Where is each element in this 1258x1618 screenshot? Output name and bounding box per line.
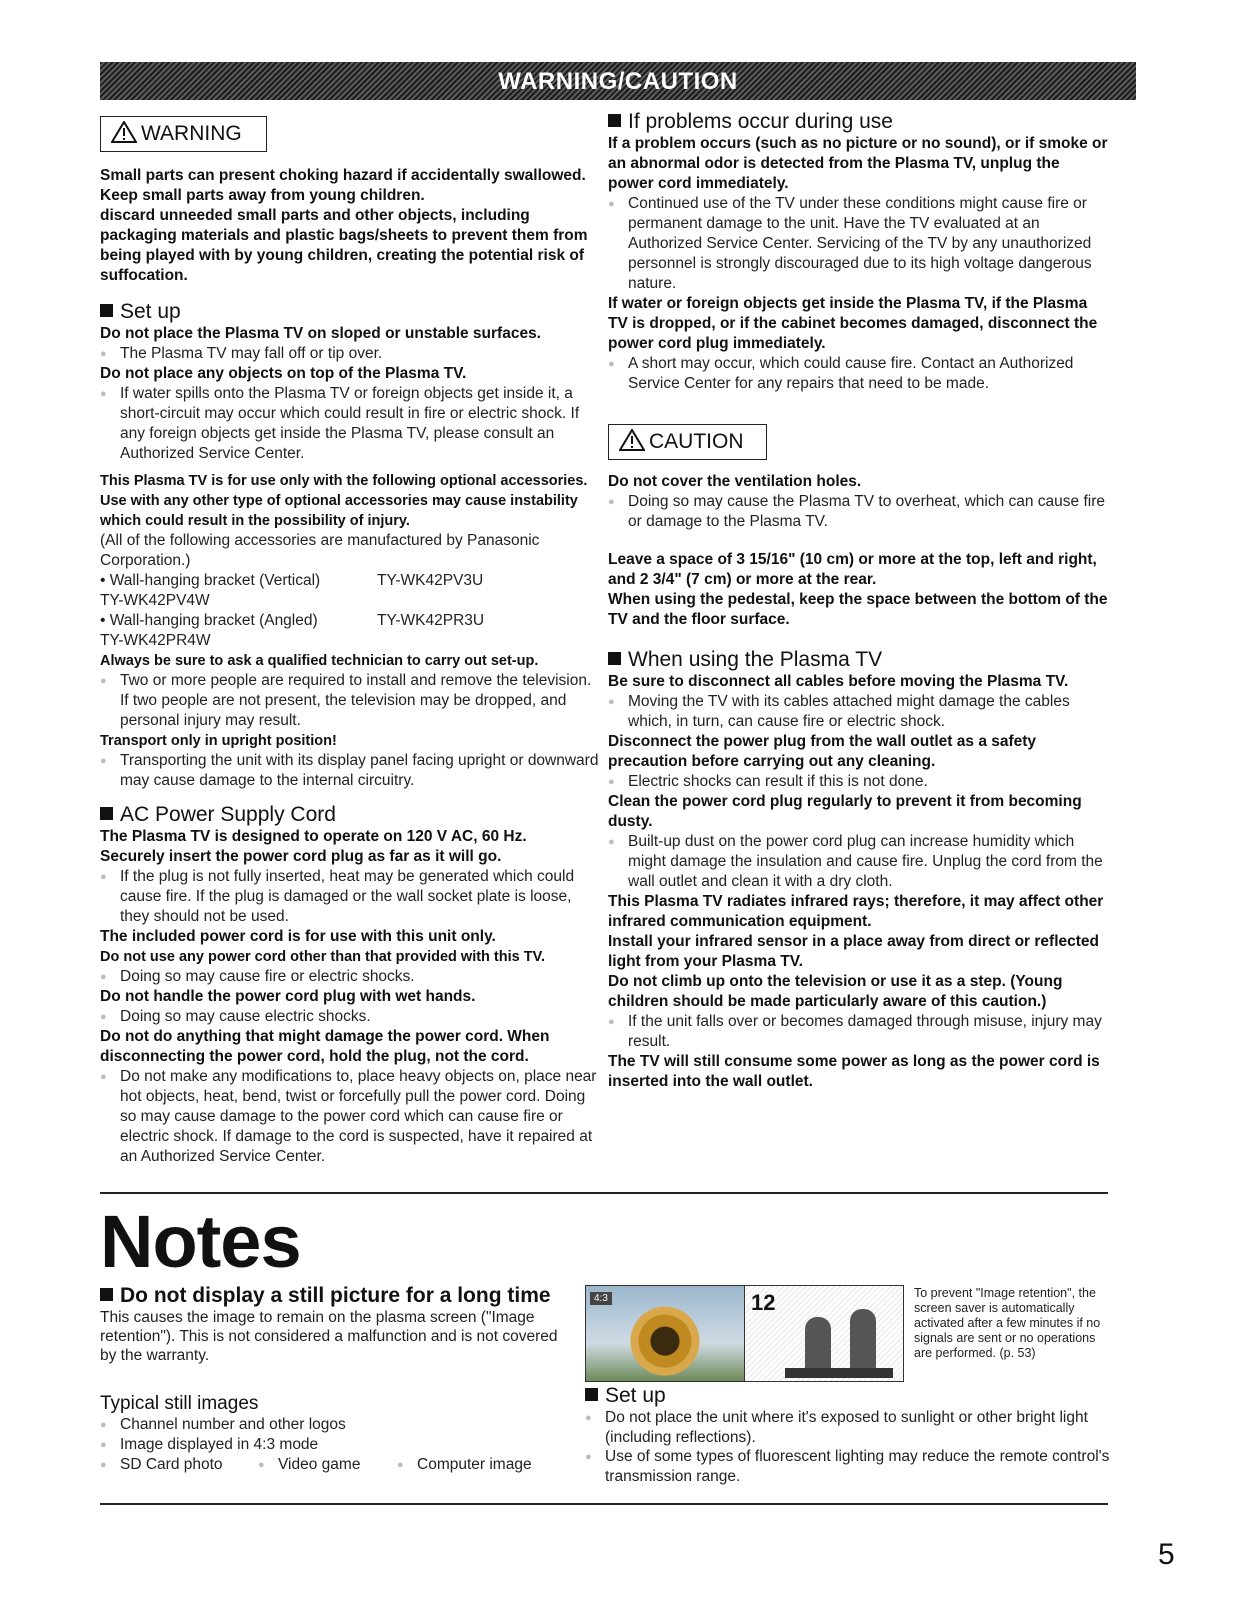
accessory-1 <box>100 571 600 591</box>
ac-bold-4: Do not use any power cord other than that provided with this TV. <box>100 949 545 965</box>
caution-box <box>608 424 767 460</box>
setup-text-2: ● If water spills onto the Plasma TV or foreign objects get inside it, a short-circuit may occur which could result in fire or electric shock. If any foreign objects get inside the Plasma TV, please consult an Authorized Service Center. <box>100 384 600 464</box>
choking-text-3: discard unneeded small parts and other objects, including packaging materials and plastic bags/sheets to prevent them from being played with by young children, creating the potential risk of suffocation. <box>100 207 588 284</box>
caution-text-1: ● Doing so may cause the Plasma TV to overheat, which can cause fire or damage to the Plasma TV. <box>608 492 1108 532</box>
typical-heading: Typical still images <box>100 1393 259 1414</box>
person-figure-left <box>805 1317 831 1375</box>
warning-label: WARNING <box>141 122 242 145</box>
caution-bold-1: Do not cover the ventilation holes. <box>608 473 862 490</box>
desk-shape <box>785 1368 893 1378</box>
setup-text-3: (All of the following accessories are manufactured by Panasonic Corporation.) <box>100 532 540 569</box>
notes-setup-heading: Set up <box>585 1384 1110 1408</box>
warning-box <box>100 116 267 152</box>
bullet-square-icon <box>585 1388 598 1401</box>
bullet-square-icon <box>100 1288 113 1301</box>
setup-text-5: ● Transporting the unit with its display panel facing upright or downward may cause damage to the internal circuitry. <box>100 751 600 791</box>
notes-title: Notes <box>100 1200 301 1283</box>
notes-setup-section <box>585 1384 1110 1486</box>
choking-text-1: Small parts can present choking hazard if accidentally swallowed. <box>100 167 586 184</box>
notes-setup-text-1: ● Do not place the unit where it's exposed to sunlight or other bright light (including reflections). <box>585 1408 1110 1447</box>
problems-text-2: ● A short may occur, which could cause fire. Contact an Authorized Service Center for any repairs that need to be made. <box>608 354 1108 394</box>
right-column <box>608 110 1108 1092</box>
using-bold-6: Do not climb up onto the television or use it as a step. (Young children should be made particularly aware of this caution.) <box>608 973 1063 1010</box>
setup-text-1: ● The Plasma TV may fall off or tip over. <box>100 344 600 364</box>
bullet-square-icon <box>608 114 621 127</box>
accessory-2-model-2: TY-WK42PR4W <box>100 632 211 649</box>
channel-number: 12 <box>751 1290 776 1315</box>
ac-text-5: ● Doing so may cause electric shocks. <box>100 1007 600 1027</box>
notes-bottom-rule <box>100 1503 1108 1505</box>
bullet-square-icon <box>100 304 113 317</box>
setup-bold-2: Do not place any objects on top of the Plasma TV. <box>100 365 467 382</box>
ac-text-4: ● Doing so may cause fire or electric shocks. <box>100 967 600 987</box>
using-heading: When using the Plasma TV <box>608 648 1108 672</box>
setup-bold-4: Always be sure to ask a qualified technician to carry out set-up. <box>100 653 539 669</box>
typical-items-row <box>100 1455 570 1475</box>
accessory-1-model-2: TY-WK42PV4W <box>100 592 210 609</box>
page-number: 5 <box>1158 1538 1175 1571</box>
typical-item-2: ● Image displayed in 4:3 mode <box>100 1435 570 1455</box>
notes-setup-text-2: ● Use of some types of fluorescent lighting may reduce the remote control's transmission range. <box>585 1447 1110 1486</box>
using-text-1: ● Moving the TV with its cables attached might damage the cables which, in turn, can cause fire or electric shock. <box>608 692 1108 732</box>
problems-bold-2: If water or foreign objects get inside the Plasma TV, if the Plasma TV is dropped, or if the cabinet becomes damaged, disconnect the power cord plug immediately. <box>608 295 1098 352</box>
using-bold-3: Clean the power cord plug regularly to prevent it from becoming dusty. <box>608 793 1082 830</box>
ac-bold-5: Do not handle the power cord plug with wet hands. <box>100 988 476 1005</box>
caution-label: CAUTION <box>649 430 744 453</box>
ac-heading: AC Power Supply Cord <box>100 803 600 827</box>
using-text-2: ● Electric shocks can result if this is not done. <box>608 772 1108 792</box>
using-bold-7: The TV will still consume some power as long as the power cord is inserted into the wall outlet. <box>608 1053 1100 1090</box>
setup-heading: Set up <box>100 300 600 324</box>
ac-text-2: ● If the plug is not fully inserted, heat may be generated which could cause fire. If the plug is damaged or the wall socket plate is loose, they should not be used. <box>100 867 600 927</box>
problems-text-1: ● Continued use of the TV under these conditions might cause fire or permanent damage to the unit. Have the TV evaluated at an Authorized Service Center. Servicing of the TV by any unauthorized personnel is strongly discouraged due to its high voltage dangerous nature. <box>608 194 1108 294</box>
typical-item-4: ● Video game <box>258 1455 360 1475</box>
accessory-2-label: • Wall-hanging bracket (Angled) <box>100 612 318 629</box>
using-text-6: ● If the unit falls over or becomes damaged through misuse, injury may result. <box>608 1012 1108 1052</box>
banner-title: WARNING/CAUTION <box>498 68 738 95</box>
bullet-square-icon <box>608 652 621 665</box>
accessory-1-label: • Wall-hanging bracket (Vertical) <box>100 572 321 589</box>
problems-bold-1: If a problem occurs (such as no picture or no sound), or if smoke or an abnormal odor is detected from the Plasma TV, unplug the power cord immediately. <box>608 135 1108 192</box>
problems-heading: If problems occur during use <box>608 110 1108 134</box>
caution-triangle-icon <box>619 429 645 451</box>
still-heading: Do not display a still picture for a long time <box>100 1284 570 1308</box>
ac-text-6: ● Do not make any modifications to, place heavy objects on, place near hot objects, heat, bend, twist or forcefully pull the power cord. Doing so may cause damage to the power cord which can cause fire or electric shock. If damage to the cord is suspected, have it repaired at an Authorized Service Center. <box>100 1067 600 1167</box>
typical-item-3: ● SD Card photo <box>100 1455 223 1475</box>
ac-bold-2: Securely insert the power cord plug as far as it will go. <box>100 848 502 865</box>
setup-bold-5: Transport only in upright position! <box>100 733 337 749</box>
typical-item-5: ● Computer image <box>397 1455 532 1475</box>
still-picture-section <box>100 1284 570 1475</box>
sunflower-image <box>585 1285 745 1382</box>
accessory-2-model-1: TY-WK42PR3U <box>377 612 485 629</box>
setup-bold-3: This Plasma TV is for use only with the following optional accessories. Use with any other type of optional accessories may cause instability which could result in the possibility of injury. <box>100 473 588 529</box>
left-column <box>100 116 600 1167</box>
using-bold-2: Disconnect the power plug from the wall outlet as a safety precaution before carrying out any cleaning. <box>608 733 1037 770</box>
choking-text-2: Keep small parts away from young children. <box>100 187 425 204</box>
notes-top-rule <box>100 1192 1108 1194</box>
screen-saver-note: To prevent "Image retention", the screen saver is automatically activated after a few minutes if no signals are sent or no operations are performed. (p. 53) <box>914 1286 1101 1360</box>
aspect-tag: 4:3 <box>590 1292 612 1305</box>
person-figure-right <box>850 1309 876 1375</box>
using-text-3: ● Built-up dust on the power cord plug can increase humidity which might damage the insulation and cause fire. Unplug the cord from the wall outlet and clean it with a dry cloth. <box>608 832 1108 892</box>
accessory-2 <box>100 611 600 631</box>
bullet-square-icon <box>100 807 113 820</box>
ac-bold-6: Do not do anything that might damage the power cord. When disconnecting the power cord, hold the plug, not the cord. <box>100 1028 550 1065</box>
ac-bold-1: The Plasma TV is designed to operate on 120 V AC, 60 Hz. <box>100 828 527 845</box>
using-bold-1: Be sure to disconnect all cables before moving the Plasma TV. <box>608 673 1069 690</box>
using-bold-5: Install your infrared sensor in a place away from direct or reflected light from your Plasma TV. <box>608 933 1099 970</box>
setup-text-4: ● Two or more people are required to install and remove the television. If two people are not present, the television may be dropped, and personal injury may result. <box>100 671 600 731</box>
warning-caution-banner <box>100 62 1136 100</box>
warning-triangle-icon <box>111 121 137 143</box>
channel-logo-image <box>744 1285 904 1382</box>
ac-bold-3: The included power cord is for use with this unit only. <box>100 928 496 945</box>
typical-item-1: ● Channel number and other logos <box>100 1415 570 1435</box>
still-text: This causes the image to remain on the plasma screen ("Image retention"). This is not considered a malfunction and is not covered by the warranty. <box>100 1309 558 1364</box>
setup-bold-1: Do not place the Plasma TV on sloped or unstable surfaces. <box>100 325 541 342</box>
using-bold-4: This Plasma TV radiates infrared rays; therefore, it may affect other infrared communication equipment. <box>608 893 1104 930</box>
accessory-1-model-1: TY-WK42PV3U <box>377 572 484 589</box>
caution-bold-3: When using the pedestal, keep the space between the bottom of the TV and the floor surface. <box>608 591 1108 628</box>
caution-bold-2: Leave a space of 3 15/16" (10 cm) or more at the top, left and right, and 2 3/4" (7 cm) or more at the rear. <box>608 551 1097 588</box>
